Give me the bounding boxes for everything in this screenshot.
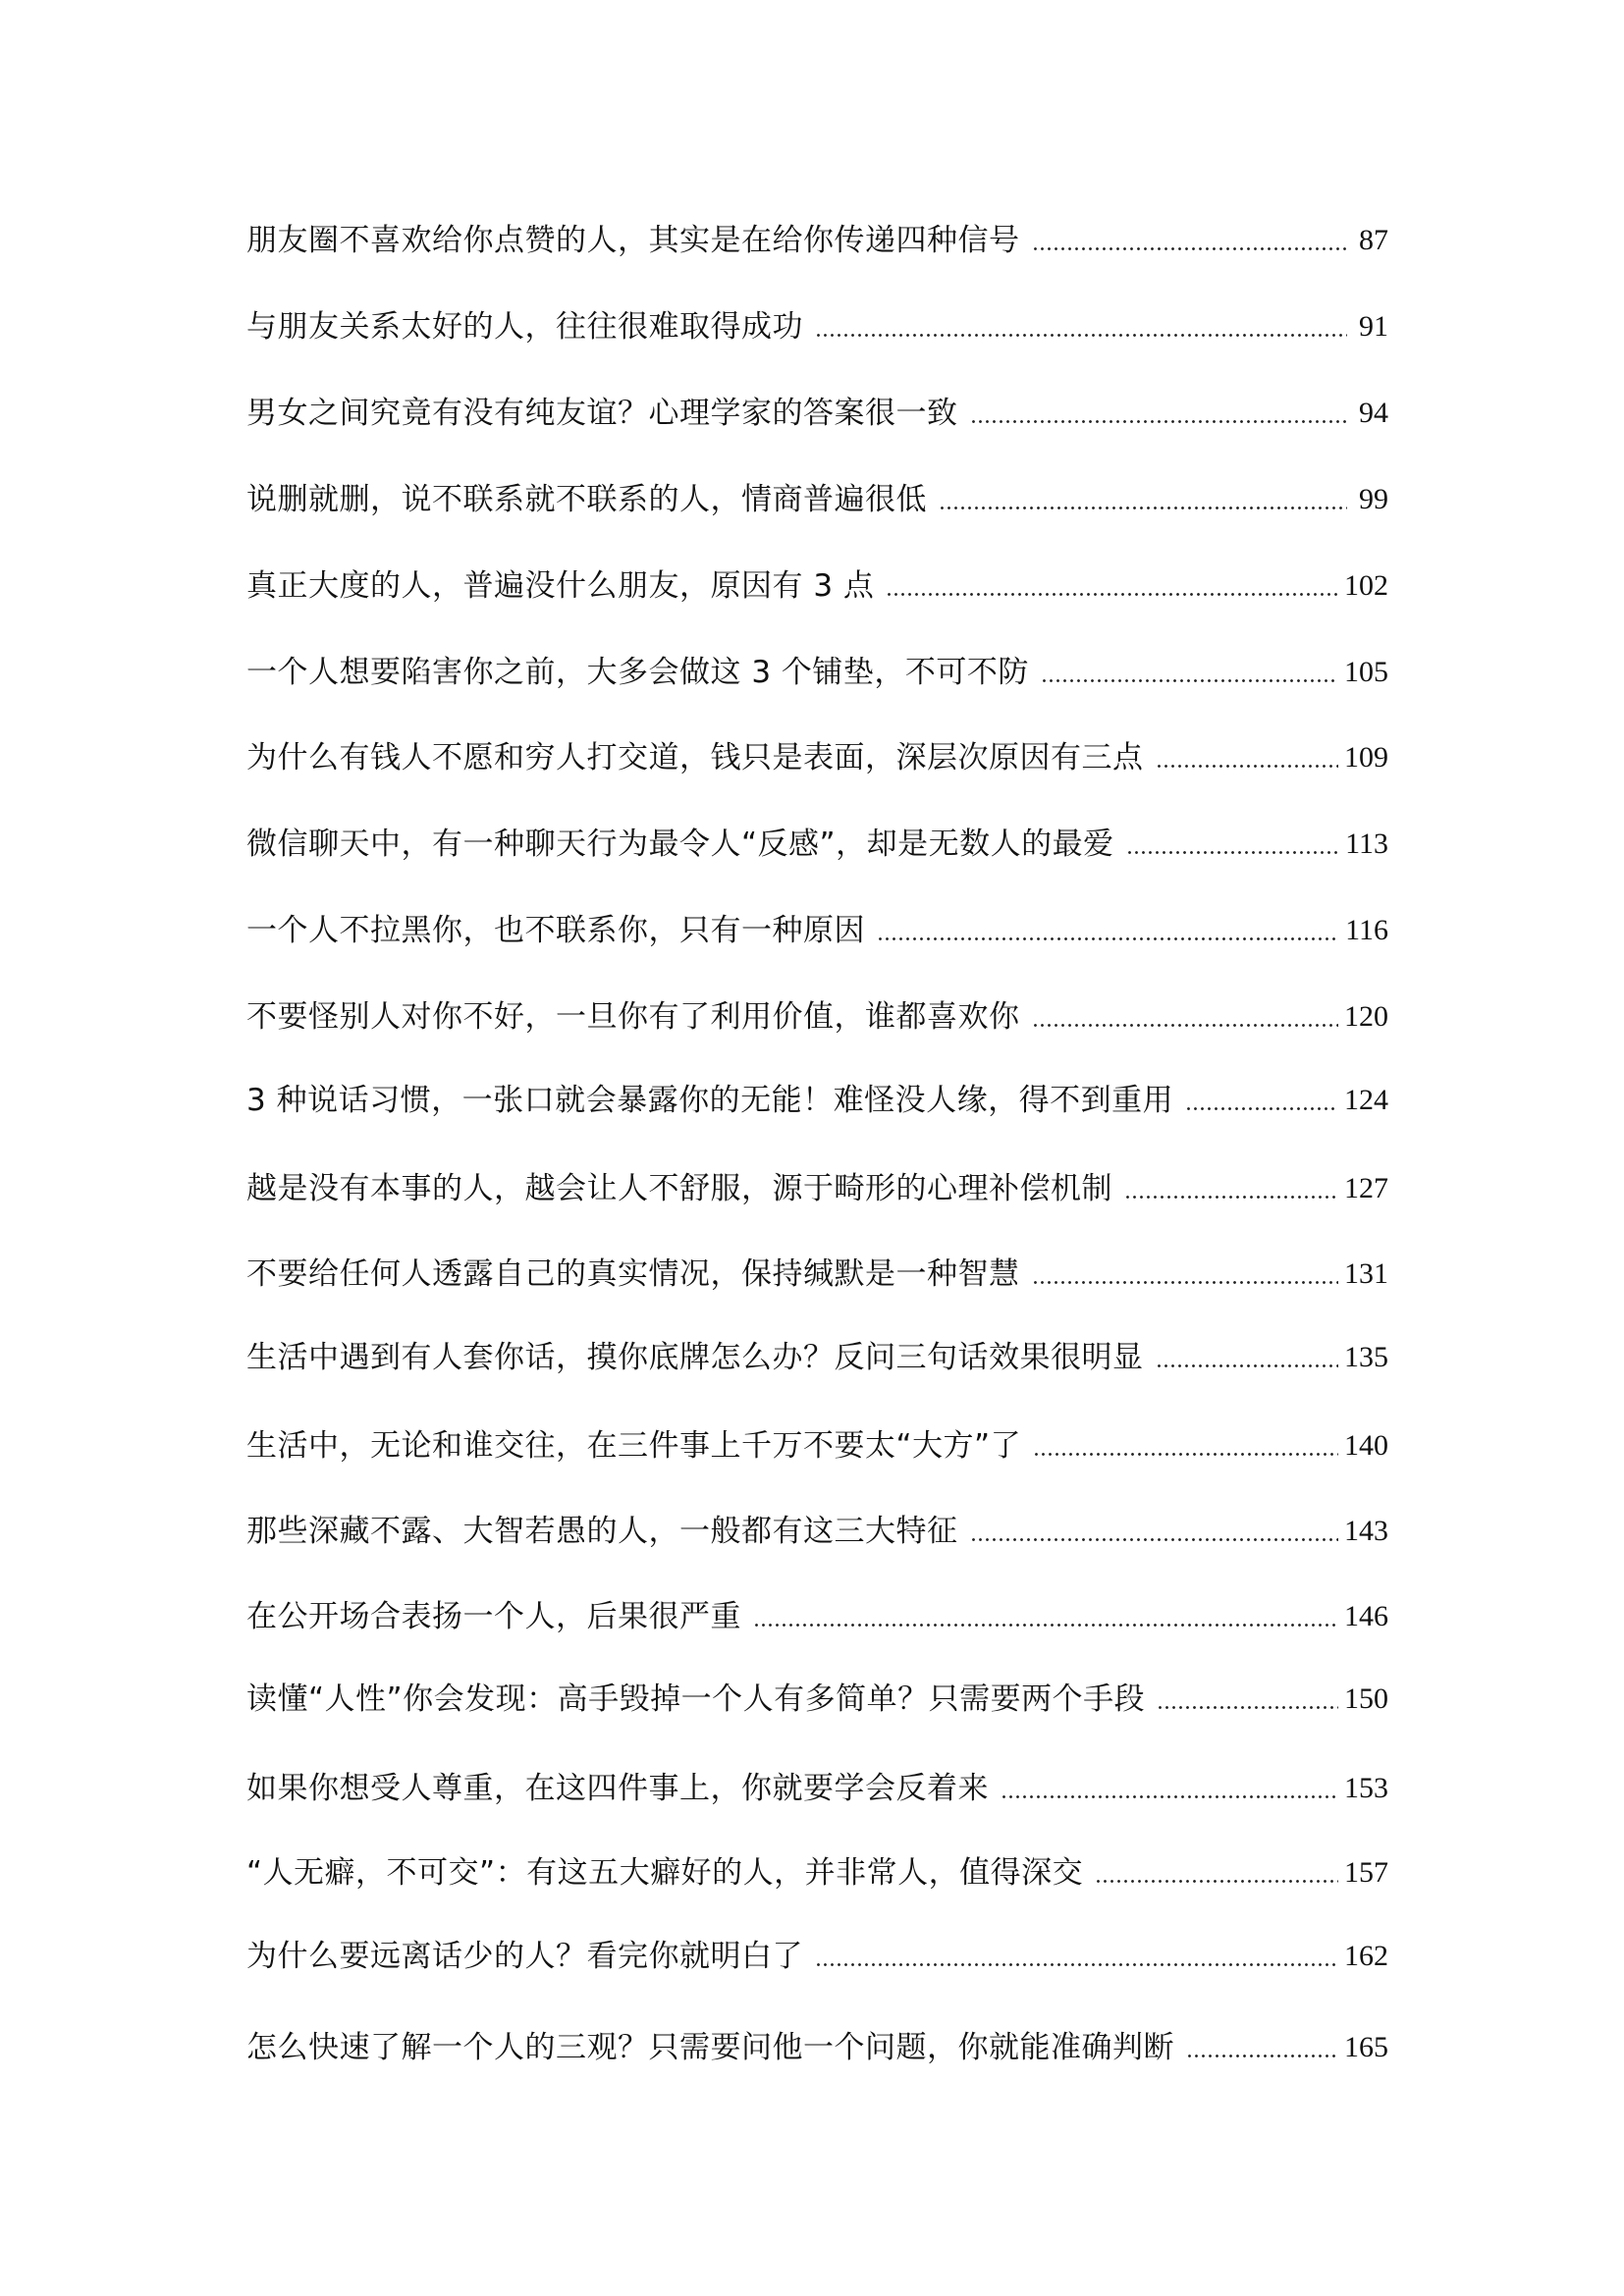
- toc-entry[interactable]: [246, 1766, 1388, 1811]
- dot-leader: [1185, 1078, 1338, 1123]
- dot-leader: [1032, 1252, 1339, 1297]
- toc-entry-page: 116: [1345, 914, 1388, 946]
- toc-entry-title: 在公开场合表扬一个人，后果很严重: [246, 1599, 741, 1634]
- toc-entry-page: 162: [1344, 1940, 1388, 1972]
- toc-entry[interactable]: [246, 650, 1388, 695]
- dot-leader: [1033, 1423, 1338, 1468]
- toc-entry-title: 生活中，无论和谁交往，在三件事上千万不要太“大方”了: [246, 1428, 1022, 1464]
- toc-entry-title: 微信聊天中，有一种聊天行为最令人“反感”，却是无数人的最爱: [246, 827, 1114, 862]
- toc-entry[interactable]: [246, 477, 1388, 522]
- dot-leader: [1032, 994, 1339, 1040]
- toc-entry[interactable]: [246, 1934, 1388, 1979]
- toc-entry-page: 135: [1344, 1341, 1388, 1373]
- dot-leader: [815, 1934, 1338, 1979]
- toc-entry[interactable]: [246, 1850, 1388, 1896]
- toc-entry-title: 生活中遇到有人套你话，摸你底牌怎么办？反问三句话效果很明显: [246, 1340, 1144, 1375]
- toc-entry-page: 143: [1344, 1515, 1388, 1547]
- toc-entry-title: 为什么要远离话少的人？看完你就明白了: [246, 1939, 803, 1974]
- toc-entry-title: 3 种说话习惯，一张口就会暴露你的无能！难怪没人缘，得不到重用: [246, 1083, 1174, 1118]
- toc-entry-page: 131: [1344, 1257, 1388, 1290]
- toc-entry[interactable]: [246, 1677, 1388, 1722]
- toc-entry[interactable]: [246, 1252, 1388, 1297]
- toc-entry[interactable]: [246, 1335, 1388, 1380]
- toc-entry-page: 153: [1344, 1772, 1388, 1804]
- toc-entry-page: 127: [1344, 1172, 1388, 1204]
- toc-entry-page: 157: [1344, 1856, 1388, 1889]
- dot-leader: [970, 1509, 1339, 1554]
- dot-leader: [1032, 218, 1348, 263]
- toc-entry-title: 说删就删，说不联系就不联系的人，情商普遍很低: [246, 482, 927, 517]
- toc-entry-page: 165: [1344, 2031, 1388, 2063]
- toc-entry[interactable]: [246, 563, 1388, 609]
- toc-entry-title: 不要怪别人对你不好，一旦你有了利用价值，谁都喜欢你: [246, 999, 1020, 1035]
- toc-entry-title: 读懂“人性”你会发现：高手毁掉一个人有多简单？只需要两个手段: [246, 1682, 1146, 1717]
- toc-entry-page: 120: [1344, 1000, 1388, 1033]
- toc-entry[interactable]: [246, 1594, 1388, 1639]
- toc-entry[interactable]: [246, 994, 1388, 1040]
- toc-entry[interactable]: [246, 304, 1388, 349]
- toc-entry-page: 87: [1359, 224, 1388, 256]
- toc-entry[interactable]: [246, 2025, 1388, 2070]
- dot-leader: [970, 391, 1348, 436]
- toc-entry-page: 150: [1344, 1682, 1388, 1715]
- toc-entry-title: “人无癖，不可交”：有这五大癖好的人，并非常人，值得深交: [246, 1855, 1084, 1891]
- toc-entry-page: 124: [1344, 1084, 1388, 1116]
- dot-leader: [877, 908, 1339, 953]
- toc-entry[interactable]: [246, 735, 1388, 780]
- toc-entry-title: 那些深藏不露、大智若愚的人，一般都有这三大特征: [246, 1514, 958, 1549]
- dot-leader: [1126, 822, 1339, 867]
- dot-leader: [1095, 1850, 1338, 1896]
- toc-entry[interactable]: [246, 1078, 1388, 1123]
- toc-entry[interactable]: [246, 1423, 1388, 1468]
- toc-entry-title: 怎么快速了解一个人的三观？只需要问他一个问题，你就能准确判断: [246, 2030, 1174, 2065]
- toc-entry-page: 146: [1344, 1600, 1388, 1632]
- toc-entry-page: 105: [1344, 656, 1388, 688]
- toc-entry-title: 男女之间究竟有没有纯友谊？心理学家的答案很一致: [246, 396, 958, 431]
- toc-entry-title: 一个人不拉黑你，也不联系你，只有一种原因: [246, 913, 865, 948]
- dot-leader: [939, 477, 1347, 522]
- toc-entry-title: 如果你想受人尊重，在这四件事上，你就要学会反着来: [246, 1771, 989, 1806]
- dot-leader: [1156, 1335, 1339, 1380]
- toc-entry[interactable]: [246, 822, 1388, 867]
- toc-entry[interactable]: [246, 391, 1388, 436]
- dot-leader: [1186, 2025, 1338, 2070]
- toc-entry-page: 140: [1344, 1429, 1388, 1462]
- toc-entry-title: 一个人想要陷害你之前，大多会做这 3 个铺垫，不可不防: [246, 655, 1029, 690]
- toc-entry-title: 朋友圈不喜欢给你点赞的人，其实是在给你传递四种信号: [246, 223, 1020, 258]
- toc-entry-title: 不要给任何人透露自己的真实情况，保持缄默是一种智慧: [246, 1256, 1020, 1292]
- toc-entry-page: 113: [1345, 828, 1388, 860]
- toc-entry-page: 109: [1344, 741, 1388, 774]
- toc-entry-title: 与朋友关系太好的人，往往很难取得成功: [246, 309, 803, 345]
- dot-leader: [1001, 1766, 1338, 1811]
- toc-entry[interactable]: [246, 908, 1388, 953]
- toc-entry-page: 102: [1344, 569, 1388, 602]
- toc-entry-page: 99: [1359, 483, 1388, 515]
- dot-leader: [1124, 1166, 1338, 1211]
- toc-entry-page: 91: [1359, 310, 1388, 343]
- dot-leader: [1041, 650, 1338, 695]
- toc-entry-title: 真正大度的人，普遍没什么朋友，原因有 3 点: [246, 568, 875, 604]
- toc-entry[interactable]: [246, 1509, 1388, 1554]
- toc-entry-title: 越是没有本事的人，越会让人不舒服，源于畸形的心理补偿机制: [246, 1171, 1112, 1206]
- dot-leader: [815, 304, 1347, 349]
- toc-entry[interactable]: [246, 1166, 1388, 1211]
- dot-leader: [1157, 1677, 1338, 1722]
- dot-leader: [753, 1594, 1338, 1639]
- toc-entry-title: 为什么有钱人不愿和穷人打交道，钱只是表面，深层次原因有三点: [246, 740, 1144, 775]
- dot-leader: [886, 563, 1338, 609]
- toc-entry[interactable]: [246, 218, 1388, 263]
- toc-entry-page: 94: [1359, 397, 1388, 429]
- dot-leader: [1156, 735, 1339, 780]
